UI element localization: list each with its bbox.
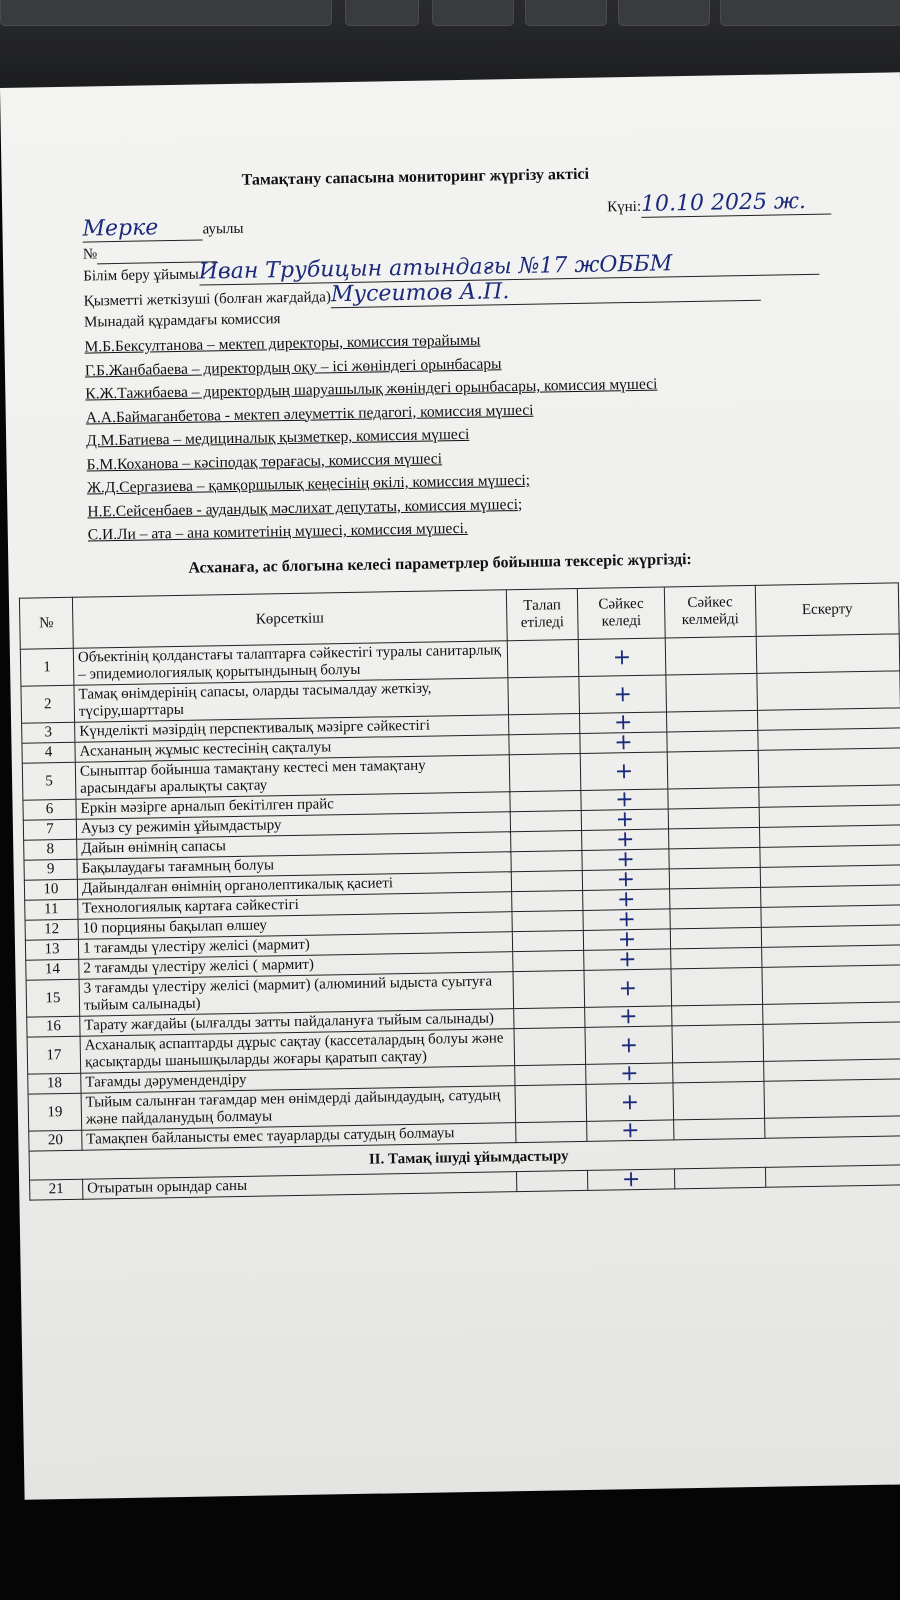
village-label: ауылы [202,220,244,238]
row-note [758,728,900,750]
row-indicator: 3 тағамды үлестіру желісі (мармит) (алюминий ыдыста суытуға тыйым салынады) [79,972,514,1017]
commission-member: К.Ж.Тажибаева – директордың шаруашылық жөніндегі орынбасары, комиссия мүшесі [85,375,658,403]
row-note [760,865,900,887]
row-required [509,713,580,734]
row-compliant-mark: + [587,1169,674,1191]
row-compliant-mark: + [585,1026,673,1065]
commission-member: А.А.Баймаганбетова - мектеп әлеуметтік педагогі, комиссия мүшесі [85,401,534,427]
row-compliant-mark: + [578,638,666,677]
supplier-label: Қызметті жеткізуші (болған жағдайда) [83,289,332,310]
header-required: Талап етіледі [506,589,578,641]
row-required [507,639,579,677]
row-noncompliant [674,1118,765,1140]
commission-label: Мынадай құрамдағы комиссия [83,311,281,331]
row-note [759,805,900,827]
row-indicator: 1 тағамды үлестіру желісі (мармит) [78,932,512,960]
row-indicator: Отыратын орындар саны [83,1172,517,1200]
row-compliant-mark: + [582,829,669,851]
row-compliant-mark: + [579,675,667,714]
row-required [516,1121,587,1142]
row-required [511,830,582,851]
header-note: Ескерту [755,583,899,636]
row-noncompliant [672,1024,764,1063]
commission-member: Г.Б.Жанбабаева – директордың оқу – ісі жөніндегі орынбасары [84,354,502,380]
row-noncompliant [667,750,759,789]
commission-member: Б.М.Коханова – кәсіподақ төрағасы, комиссия мүшесі [86,449,443,474]
row-noncompliant [665,636,757,675]
row-compliant-mark: + [584,969,672,1008]
row-noncompliant [670,927,761,949]
row-number: 6 [23,799,76,820]
row-compliant-mark: + [582,869,669,891]
row-noncompliant [671,947,762,969]
row-note [759,785,900,807]
keyboard-key [432,0,514,26]
row-required [509,733,580,754]
row-required [516,1170,587,1191]
row-indicator: Күнделікті мәзірдің перспективалық мәзірге сәйкестігі [75,715,509,743]
row-indicator: Сыныптар бойынша тамақтану кестесі мен тамақтану арасындағы аралықты сақтау [75,755,510,800]
header-indicator: Көрсеткіш [72,590,507,649]
row-number: 4 [22,742,75,763]
row-note [761,925,900,947]
row-indicator: 2 тағамды үлестіру желісі ( мармит) [79,952,513,980]
organization-value: Иван Трубицын атындағы №17 жОББМ [199,249,819,286]
row-number: 8 [24,839,77,860]
row-indicator: Тағамды дәрумендендіру [81,1066,515,1094]
row-indicator: Тамақпен байланысты емес тауарларды сатудың болмауы [82,1123,516,1151]
header-noncompliant: Сәйкес келмейді [664,585,756,638]
row-required [508,676,580,714]
row-noncompliant [672,1004,763,1026]
row-noncompliant [670,887,761,909]
row-compliant-mark: + [586,1063,673,1085]
row-number: 5 [22,762,76,800]
row-required [511,870,582,891]
monitoring-table [19,582,900,1200]
keyboard-key [345,0,419,26]
row-noncompliant [670,907,761,929]
row-required [510,790,581,811]
row-indicator: Ауыз су режимін ұйымдастыру [76,812,510,840]
row-compliant-mark: + [580,732,667,754]
row-indicator: Тамақ өнімдерінің сапасы, оларды тасымалдау жеткізу, түсіру,шарттары [74,678,509,723]
row-note [761,905,900,927]
row-required [511,850,582,871]
row-number: 7 [23,819,76,840]
row-noncompliant [674,1167,765,1189]
row-number: 2 [21,685,75,723]
row-noncompliant [669,827,760,849]
row-number: 1 [20,648,74,686]
row-note [765,1116,900,1138]
row-required [515,1064,586,1085]
row-compliant-mark: + [580,752,668,791]
row-number: 18 [28,1073,81,1094]
date-value: 10.10 2025 ж. [641,189,831,218]
document-page [0,72,900,1499]
row-indicator: Дайындалған өнімнің органолептикалық қасиеті [77,872,511,900]
row-required [514,1027,586,1065]
village-field [82,214,243,243]
date-label: Күні: [607,198,642,216]
commission-member: Н.Е.Сейсенбаев - аудандық мәслихат депутаты, комиссия мүшесі; [87,495,523,521]
row-note [757,708,900,730]
row-note [764,1059,900,1081]
row-compliant-mark: + [582,849,669,871]
header-number: № [19,597,73,649]
date-field [607,189,831,219]
row-indicator: Тыйым салынған тағамдар мен өнімдерді дайындаудың, сатудың және пайдаланудың болмауы [81,1086,516,1131]
row-indicator: Объектінің қолданстағы талаптарға сәйкестігі туралы санитарлық – эпидемиологиялық қорытындының болуы [73,641,508,686]
row-number: 13 [25,939,78,960]
organization-label: Білім беру ұйымы [83,266,199,285]
row-note [763,1022,900,1061]
row-indicator: Тарату жағдайы (ылғалды затты пайдалануға тыйым салынады) [80,1009,514,1037]
row-compliant-mark: + [583,929,670,951]
row-compliant-mark: + [586,1083,674,1122]
row-indicator: Асхананың жұмыс кестесінің сақталуы [75,735,509,763]
row-number: 16 [27,1016,80,1037]
row-note [757,671,900,710]
row-noncompliant [666,673,758,712]
table-subtitle: Асханаға, ас блогына келесі параметрлер бойынша тексеріс жүргізді: [188,551,692,577]
row-note [761,885,900,907]
row-compliant-mark: + [587,1120,674,1142]
row-indicator: Дайын өнімнің сапасы [77,832,511,860]
row-noncompliant [669,867,760,889]
header-compliant: Сәйкес келеді [577,587,665,640]
row-note [756,634,900,673]
row-note [760,825,900,847]
row-note [758,748,900,787]
row-required [513,950,584,971]
village-value: Мерке [82,214,202,242]
row-indicator: Асханалық аспаптарды дұрыс сақтау (кассеталардың болуы және қасықтарды шанышқыларды жоғары қаратып сақтау) [80,1029,515,1074]
commission-member: С.И.Ли – ата – ана комитетінің мүшесі, комиссия мүшесі. [87,519,468,544]
row-noncompliant [673,1081,765,1120]
row-noncompliant [667,730,758,752]
commission-member: Д.М.Батиева – медициналық қызметкер, комиссия мүшесі [86,425,470,450]
row-note [764,1079,900,1118]
row-number: 21 [30,1179,83,1200]
row-required [513,970,585,1008]
row-noncompliant [673,1061,764,1083]
row-number: 15 [26,979,80,1017]
row-compliant-mark: + [581,809,668,831]
row-number: 12 [25,919,78,940]
number-label: № [82,246,98,263]
row-indicator: Бақылаудағы тағамның болуы [77,852,511,880]
keyboard-key [0,0,332,26]
keyboard-key [720,0,900,26]
row-number: 20 [29,1130,82,1151]
section-heading: II. Тамақ ішуді ұйымдастыру [29,1136,900,1180]
keyboard-key [618,0,710,26]
row-required [510,810,581,831]
commission-member: Ж.Д.Сергазиева – қамқоршылық кеңесінің өкілі, комиссия мүшесі; [86,471,531,497]
row-compliant-mark: + [584,949,671,971]
row-number: 9 [24,859,77,880]
row-number: 17 [27,1036,81,1074]
row-compliant-mark: + [580,712,667,734]
row-indicator: Технологиялық картаға сәйкестігі [78,892,512,920]
row-number: 3 [22,722,75,743]
row-required [512,930,583,951]
row-required [509,753,581,791]
row-required [514,1007,585,1028]
row-indicator: 10 порцияны бақылап өлшеу [78,912,512,940]
row-indicator: Еркін мәзірге арналып бекітілген прайс [76,792,510,820]
row-noncompliant [668,807,759,829]
commission-member: М.Б.Бексултанова – мектеп директоры, комиссия төрайымы [84,331,481,356]
row-note [762,945,900,967]
row-number: 11 [25,899,78,920]
row-compliant-mark: + [583,909,670,931]
row-note [762,965,900,1004]
row-required [512,910,583,931]
row-noncompliant [668,787,759,809]
keyboard-key [525,0,607,26]
row-noncompliant [669,847,760,869]
row-required [512,890,583,911]
row-note [760,845,900,867]
supplier-value: Мусеитов А.П. [331,275,761,309]
row-number: 10 [24,879,77,900]
document-title: Тамақтану сапасына мониторинг жүргізу актісі [241,165,590,189]
row-number: 19 [28,1093,82,1131]
row-noncompliant [671,967,763,1006]
row-compliant-mark: + [585,1006,672,1028]
row-note [763,1002,900,1024]
row-note [765,1165,900,1187]
row-number: 14 [26,959,79,980]
row-required [515,1084,587,1122]
row-noncompliant [666,710,757,732]
row-compliant-mark: + [583,889,670,911]
row-compliant-mark: + [581,789,668,811]
